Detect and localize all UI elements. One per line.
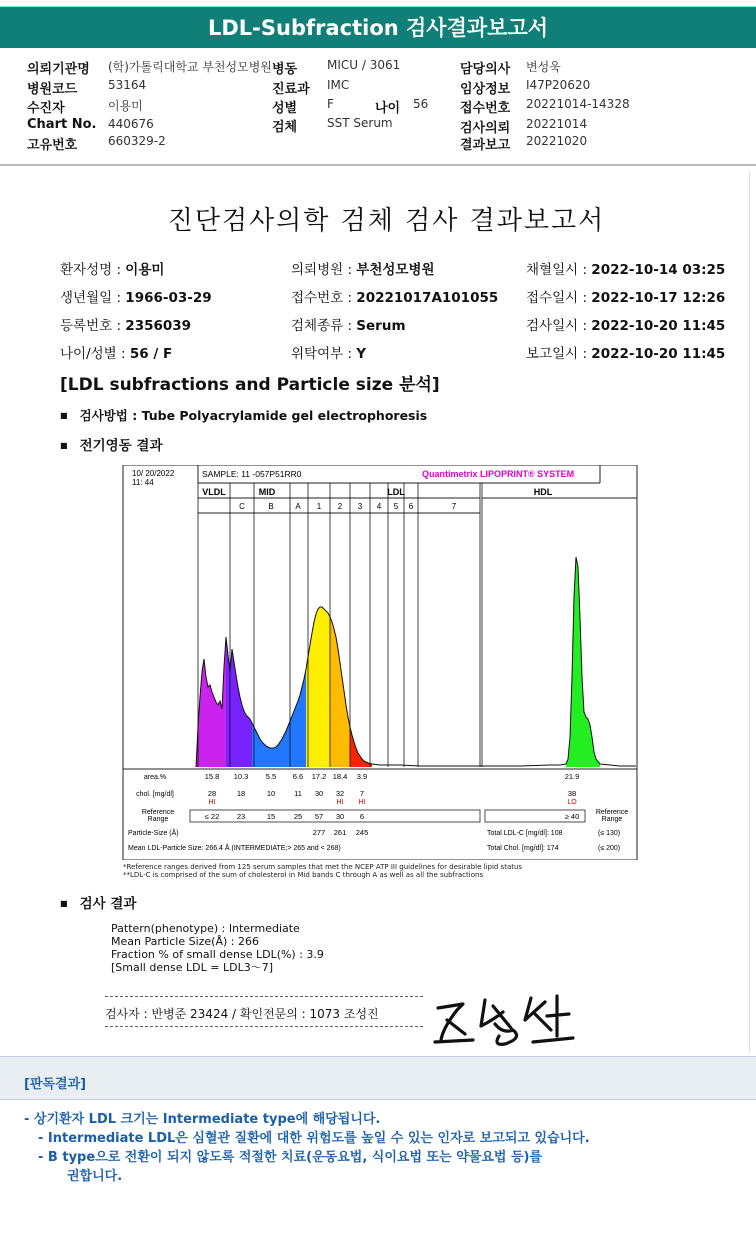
band-label: C (239, 502, 245, 511)
interpretation-heading: [판독결과] (24, 1077, 87, 1092)
registration-number: 등록번호 : 2356039 (60, 318, 192, 334)
method-line: ■ 검사방법 : Tube Polyacrylamide gel electrophoresis (60, 406, 427, 424)
area-value: 18.4 (332, 772, 348, 781)
area-value: 5.5 (265, 772, 277, 781)
physician-signature (433, 990, 583, 1054)
report-title-bar: LDL-Subfraction 검사결과보고서 (0, 6, 756, 48)
region-label-hdl: HDL (533, 487, 553, 497)
field-value: I47P20620 (526, 78, 591, 92)
chol-value: 10 (266, 789, 276, 798)
signature-divider (105, 1026, 423, 1027)
electrophoresis-heading: ■ 전기영동 결과 (60, 434, 163, 454)
ref-row-label-right: Reference (595, 809, 629, 816)
total-ldl: Total LDL-C [mg/dl]: 108 (487, 830, 563, 837)
field-value: 20221020 (526, 134, 588, 148)
interpretation-panel (0, 1056, 756, 1238)
field-value: SST Serum (327, 116, 393, 130)
chol-value: 28 (207, 789, 217, 798)
field-value: (학)가톨릭대학교 부천성모병원 (108, 60, 272, 74)
field-label: 성별 (272, 101, 298, 116)
chart-time: 11: 44 (132, 478, 154, 487)
field-label: 결과보고 (460, 138, 511, 153)
patient-name: 환자성명 : 이용미 (60, 262, 165, 278)
field-label: 검체 (272, 120, 298, 135)
result-small-dense-fraction: Fraction % of small dense LDL(%) : 3.9 (111, 948, 324, 961)
band-label: 3 (357, 502, 363, 511)
region-label-ldl: LDL (387, 487, 405, 497)
chol-flag: LO (567, 799, 577, 806)
field-label: 나이 (375, 101, 401, 116)
chol-flag: HI (358, 799, 366, 806)
chol-value: 38 (567, 789, 577, 798)
lipoprint-chart (120, 465, 638, 885)
band-label: 2 (337, 502, 343, 511)
collection-time: 채혈일시 : 2022-10-14 03:25 (526, 262, 726, 278)
ref-value: 30 (335, 812, 345, 821)
particle-size-label: Particle-Size (Å) (128, 830, 179, 837)
particle-size-value: 245 (355, 828, 369, 837)
field-value: 변성욱 (526, 60, 561, 74)
signature-divider (105, 996, 423, 997)
area-value: 6.6 (292, 772, 304, 781)
result-small-dense-definition: [Small dense LDL = LDL3～7] (111, 961, 274, 974)
field-value: IMC (327, 78, 350, 92)
area-value: 15.8 (204, 772, 220, 781)
field-value: F (327, 97, 334, 111)
result-mean-size: Mean Particle Size(Å) : 266 (111, 935, 259, 948)
band-label: 6 (408, 502, 414, 511)
field-value: 56 (413, 97, 429, 111)
field-label: 검사의뢰 (460, 121, 511, 136)
chart-svg (120, 465, 638, 860)
section-title: [LDL subfractions and Particle size 분석] (60, 375, 440, 395)
ref-value: ≥ 40 (564, 812, 580, 821)
chol-value: 30 (314, 789, 324, 798)
particle-size-value: 261 (333, 828, 347, 837)
field-label: 임상정보 (460, 82, 511, 97)
band-label: 1 (316, 502, 322, 511)
field-value: MICU / 3061 (327, 58, 401, 72)
result-summary (111, 922, 324, 974)
report-time: 보고일시 : 2022-10-20 11:45 (526, 346, 726, 362)
area-row-label: area.% (143, 774, 167, 781)
chol-value: 18 (236, 789, 246, 798)
chart-brand: Quantimetrix LIPOPRINT® SYSTEM (422, 469, 575, 479)
referring-hospital: 의뢰병원 : 부천성모병원 (291, 262, 435, 278)
mean-particle-size: Mean LDL-Particle Size: 266.4 Å (INTERMEDIATE;> 265 and < 268) (128, 845, 341, 852)
footnote-2: **LDL-C is comprised of the sum of cholesterol in Mid bands C through A as well as all the subfractions (123, 871, 484, 879)
chart-date: 10/ 20/2022 (132, 469, 175, 478)
field-value: 20221014 (526, 117, 588, 131)
field-label: 병원코드 (27, 82, 78, 97)
chol-value: 32 (335, 789, 345, 798)
total-chol: Total Chol. [mg/dl]: 174 (487, 845, 559, 852)
chol-value: 11 (294, 789, 302, 798)
field-value: 20221014-14328 (526, 97, 630, 111)
field-label: 접수번호 (460, 101, 511, 116)
particle-size-value: 277 (312, 828, 326, 837)
field-label: Chart No. (27, 117, 97, 132)
interpretation-line: - Intermediate LDL은 심혈관 질환에 대한 위험도를 높일 수 있는 인자로 보고되고 있습니다. (38, 1131, 590, 1146)
ref-value: ≤ 22 (204, 812, 220, 821)
field-label: 의뢰기관명 (27, 62, 90, 77)
accession-number: 접수번호 : 20221017A101055 (291, 290, 499, 306)
examiner-line: 검사자 : 반병준 23424 / 확인전문의 : 1073 조성진 (105, 1007, 379, 1021)
field-value: 53164 (108, 78, 147, 92)
field-label: 수진자 (27, 101, 65, 116)
total-ldl-ref: (≤ 130) (598, 830, 621, 837)
area-value: 17.2 (311, 772, 327, 781)
ref-value: 57 (314, 812, 324, 821)
field-label: 고유번호 (27, 138, 78, 153)
band-label: 5 (393, 502, 399, 511)
interpretation-header (0, 1056, 756, 1100)
ref-value: 23 (236, 812, 246, 821)
ref-value: 15 (266, 812, 276, 821)
chol-value: 7 (359, 789, 365, 798)
lab-report-document (23, 170, 750, 1054)
field-value: 440676 (108, 117, 154, 131)
result-pattern: Pattern(phenotype) : Intermediate (111, 922, 300, 935)
document-title: 진단검사의학 검체 검사 결과보고서 (167, 206, 606, 236)
order-header (0, 50, 756, 166)
field-label: 병동 (272, 62, 298, 77)
chol-flag: HI (336, 799, 344, 806)
field-label: 진료과 (272, 82, 310, 97)
outsourced-flag: 위탁여부 : Y (291, 346, 367, 362)
total-chol-ref: (≤ 200) (598, 845, 621, 852)
band-label: 7 (451, 502, 457, 511)
ref-value: 25 (293, 812, 303, 821)
band-label: 4 (376, 502, 382, 511)
interpretation-line: - 상기환자 LDL 크기는 Intermediate type에 해당됩니다. (24, 1112, 381, 1127)
field-value: 660329-2 (108, 134, 166, 148)
interpretation-line: 권합니다. (67, 1169, 123, 1184)
band-label: B (268, 502, 274, 511)
ref-row-label: Reference (141, 809, 175, 816)
chol-flag: HI (208, 799, 216, 806)
received-time: 접수일시 : 2022-10-17 12:26 (526, 290, 726, 306)
ref-value: 6 (359, 812, 365, 821)
area-value: 10.3 (233, 772, 249, 781)
footnote-1: *Reference ranges derived from 125 serum samples that met the NCEP ATP III guidelines for desirable lipid status (123, 863, 523, 871)
ref-row-label: Range (147, 816, 169, 823)
birth-date: 생년월일 : 1966-03-29 (60, 290, 212, 306)
field-label: 담당의사 (460, 62, 511, 77)
interpretation-line: - B type으로 전환이 되지 않도록 적절한 치료(운동요법, 식이요법 또는 약물요법 등)를 (38, 1150, 543, 1165)
chart-footnotes (123, 863, 522, 879)
interpretation-body (24, 1110, 590, 1186)
field-value: 이용미 (108, 99, 143, 113)
chol-row-label: chol. [mg/dl] (136, 791, 174, 798)
region-label-mid: MID (258, 487, 276, 497)
specimen-type: 검체종류 : Serum (291, 318, 406, 334)
ref-row-label-right: Range (601, 816, 623, 823)
region-label-vldl: VLDL (202, 487, 226, 497)
result-heading: ■ 검사 결과 (60, 892, 136, 912)
chart-sample: SAMPLE: 11 -057P51RR0 (202, 469, 302, 479)
age-sex: 나이/성별 : 56 / F (60, 346, 173, 362)
band-label: A (295, 502, 301, 511)
area-value: 3.9 (356, 772, 368, 781)
area-value: 21.9 (564, 772, 580, 781)
test-time: 검사일시 : 2022-10-20 11:45 (526, 318, 726, 334)
